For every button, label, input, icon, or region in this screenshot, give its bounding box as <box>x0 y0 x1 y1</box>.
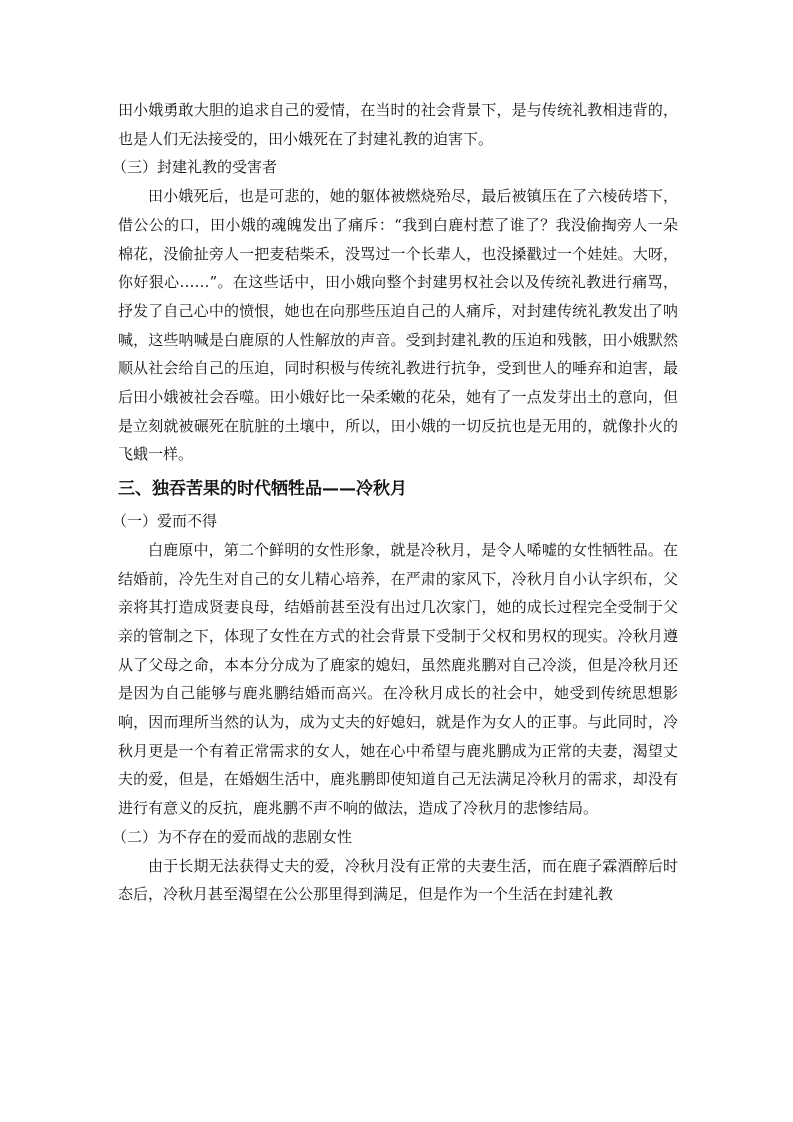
subheading-tragic-woman: （二）为不存在的爱而战的悲剧女性 <box>112 827 353 846</box>
paragraph-continued: 田小娥勇敢大胆的追求自己的爱情，在当时的社会背景下，是与传统礼教相违背的，也是人们无法接受的，田小娥死在了封建礼教的迫害下。 <box>118 101 678 148</box>
paragraph-leng-qiuyue-longing: 由于长期无法获得丈夫的爱，冷秋月没有正常的夫妻生活，而在鹿子霖酒醉后时态后，冷秋月甚至渴望在公公那里得到满足，但是作为一个生活在封建礼教 <box>118 856 678 904</box>
section-heading-leng-qiuyue: 三、独吞苦果的时代牺牲品——冷秋月 <box>118 479 407 500</box>
subheading-victim-of-feudal-ethics: （三）封建礼教的受害者 <box>112 158 278 177</box>
paragraph-tian-xiaoe-after-death: 田小娥死后，也是可悲的，她的躯体被燃烧殆尽，最后被镇压在了六棱砖塔下，借公公的口，田小娥的魂魄发出了痛斥：“我到白鹿村惹了谁了？我没偷掏旁人一朵棉花，没偷扯旁人一把麦秸柴禾，没骂过一个长辈人，也没搡戳过一个娃娃。大呀，你好狠心……”。在这些话中，田小娥向整个封建男权社会以及传统礼教进行痛骂，抒发了自己心中的愤恨，她也在向那些压迫自己的人痛斥，对封建传统礼教发出了呐喊，这些呐喊是白鹿原的人性解放的声音。受到封建礼教的压迫和残骸，田小娥默然顺从社会给自己的压迫，同时积极与传统礼教进行抗争，受到世人的唾弃和迫害，最后田小娥被社会吞噬。田小娥好比一朵柔嫩的花朵，她有了一点发芽出土的意向，但是立刻就被碾死在肮脏的土壤中，所以，田小娥的一切反抗也是无用的，就像扑火的飞蛾一样。 <box>118 187 678 464</box>
paragraph-leng-qiuyue-intro: 白鹿原中，第二个鲜明的女性形象，就是冷秋月，是令人唏嘘的女性牺牲品。在结婚前，冷先生对自己的女儿精心培养，在严肃的家风下，冷秋月自小认字织布，父亲将其打造成贤妻良母，结婚前甚至没有出过几次家门，她的成长过程完全受制于父亲的管制之下，体现了女性在方式的社会背景下受制于父权和男权的现实。冷秋月遵从了父母之命，本本分分成为了鹿家的媳妇，虽然鹿兆鹏对自己冷淡，但是冷秋月还是因为自己能够与鹿兆鹏结婚而高兴。在冷秋月成长的社会中，她受到传统思想影响，因而理所当然的认为，成为丈夫的好媳妇，就是作为女人的正事。与此同时，冷秋月更是一个有着正常需求的女人，她在心中希望与鹿兆鹏成为正常的夫妻，渴望丈夫的爱，但是，在婚姻生活中，鹿兆鹏即使知道自己无法满足冷秋月的需求，却没有进行有意义的反抗，鹿兆鹏不声不响的做法，造成了冷秋月的悲惨结局。 <box>118 540 678 818</box>
document-body <box>112 96 678 909</box>
subheading-love-unattainable: （一）爱而不得 <box>112 512 218 531</box>
